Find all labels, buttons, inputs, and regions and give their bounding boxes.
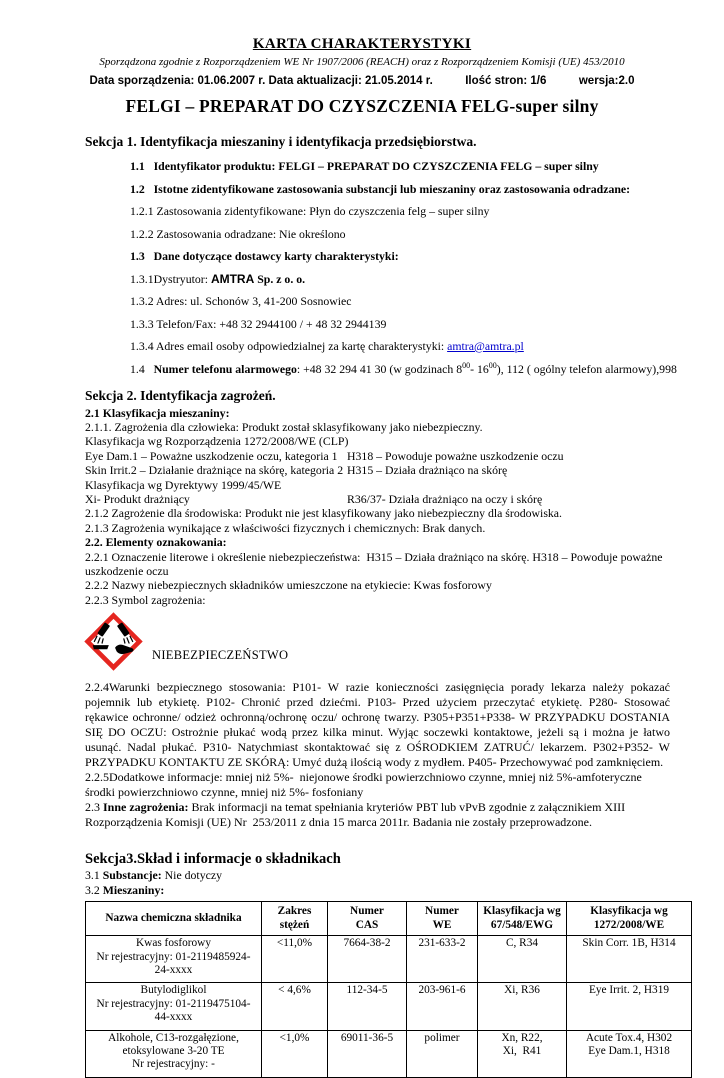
item-1-2-1: 1.2.1 Zastosowania zidentyfikowane: Płyn do czyszczenia felg – super silny	[130, 204, 490, 218]
paragraph-2-3-number: 2.3	[85, 800, 103, 815]
cell-class-67: Xi, R36	[478, 983, 567, 1030]
classification-line: Xn, R22,	[501, 1031, 543, 1044]
meta-dates: Data sporządzenia: 01.06.2007 r. Data aktualizacji: 21.05.2014 r.	[89, 75, 433, 87]
item-1-3-2: 1.3.2 Adres: ul. Schonów 3, 41-200 Sosnowiec	[130, 294, 352, 308]
line-3-2	[85, 883, 690, 898]
cell-we: 231-633-2	[407, 936, 478, 983]
line-3-2-number: 3.2	[85, 882, 103, 897]
cell-chemical-name	[86, 1030, 262, 1077]
line-2-1-1: 2.1.1. Zagrożenia dla człowieka: Produkt został sklasyfikowany jako niebezpieczny.	[85, 419, 483, 434]
hazard-pictogram-row	[85, 613, 690, 670]
table-row	[86, 983, 692, 1030]
cell-class-67: C, R34	[478, 936, 567, 983]
hazard-statement-h318: H318 – Powoduje poważne uszkodzenie oczu	[347, 448, 564, 463]
section3-heading: Sekcja3.Skład i informacje o składnikach	[85, 851, 341, 868]
distributor-brand: AMTRA	[210, 271, 255, 286]
col-header-class-67	[478, 902, 567, 936]
table-header-row	[86, 902, 692, 936]
cell-cas: 112-34-5	[328, 983, 407, 1030]
classification-line: Xi, R41	[502, 1045, 542, 1058]
cell-class-1272: Skin Corr. 1B, H314	[567, 936, 692, 983]
hazard-statement-h315: H315 – Działa drażniąco na skórę	[347, 463, 508, 478]
ghs05-corrosion-icon	[85, 613, 142, 670]
col-header-line: CAS	[355, 918, 379, 931]
hazard-class-xi: Xi- Produkt drażniący	[85, 491, 190, 506]
registration-number: Nr rejestracyjny: -	[132, 1058, 215, 1071]
item-1-3-1	[130, 273, 690, 286]
hazard-class-eye: Eye Dam.1 – Poważne uszkodzenie oczu, kategoria 1	[85, 448, 338, 463]
col-header-we	[407, 902, 478, 936]
col-header-class-1272	[567, 902, 692, 936]
chemical-name: Alkohole, C13-rozgałęzione,	[108, 1031, 239, 1044]
cell-concentration: < 4,6%	[262, 983, 328, 1030]
paragraph-2-2-4: 2.2.4Warunki bezpiecznego stosowania: P101- W razie konieczności zasięgnięcia porady lekarza należy pokazać pojemnik lub etykietę. P102- Chronić przed dziećmi. P103- Przed użyciem przeczytać etykietę. P280- Stosować rękawice ochronne/ odzież ochronną/ochronę oczu/ ochronę twarzy. P305+P351+P338- W PRZYPADKU DOSTANIA SIĘ DO OCZU: Ostrożnie płukać wodą przez kilka minut. Wyjąc soczewki kontaktowe, jeżeli są i można je łatwo usunąć. Nadal płukać. P310- Natychmiast skontaktować się z OŚRODKIEM ZATRUĆ/ lekarzem. P302+P352- W PRZYPADKU KONTAKTU ZE SKÓRĄ: Umyć dużą ilością wody z mydłem. P405- Przechowywać pod zamknięciem.	[85, 680, 670, 770]
substances-value: Nie dotyczy	[161, 868, 222, 883]
email-link[interactable]: amtra@amtra.pl	[447, 339, 524, 353]
table-row	[86, 936, 692, 983]
item-1-2: 1.2 Istotne zidentyfikowane zastosowania substancji lub mieszaniny oraz zastosowania odradzane:	[130, 181, 631, 196]
distributor-suffix: Sp. z o. o.	[254, 271, 306, 286]
section1-items	[130, 160, 690, 376]
mixtures-label: Mieszaniny:	[102, 882, 165, 897]
emergency-phone-part2: - 16	[470, 361, 489, 376]
hazard-class-skin: Skin Irrit.2 – Działanie drażniące na skórę, kategoria 2	[85, 463, 344, 478]
other-hazards-text: Brak informacji na temat spełniania kryteriów PBT lub vPvB zgodnie z załącznikiem XIII Rozporządzenia Komisji (UE) Nr 253/2011 z dnia 15 marca 2011r. Badania nie zostały przeprowadzone.	[85, 800, 626, 830]
col-header-line: 1272/2008/WE	[593, 918, 665, 931]
hazard-row-skin	[85, 463, 670, 477]
line-2-2-2: 2.2.2 Nazwy niebezpiecznych składników umieszczone na etykiecie: Kwas fosforowy	[85, 578, 492, 593]
col-header-line: Klasyfikacja wg	[590, 905, 668, 918]
col-header-line: 67/548/EWG	[490, 918, 554, 931]
cell-we: polimer	[407, 1030, 478, 1077]
meta-version: wersja:2.0	[578, 75, 635, 87]
registration-number: 24-xxxx	[154, 964, 193, 976]
registration-number: Nr rejestracyjny: 01-2119485924-	[96, 950, 251, 963]
cell-cas: 7664-38-2	[328, 936, 407, 983]
classification-line: Eye Dam.1, H318	[588, 1045, 670, 1058]
classification-line: Acute Tox.4, H302	[585, 1031, 673, 1044]
line-3-1	[85, 868, 690, 883]
email-label: 1.3.4 Adres email osoby odpowiedzialnej za kartę charakterystyki:	[130, 339, 448, 353]
hazard-row-xi	[85, 492, 670, 506]
meta-page-count: Ilość stron: 1/6	[465, 75, 547, 87]
registration-number: Nr rejestracyjny: 01-2119475104-	[96, 997, 251, 1010]
col-header-line: stężeń	[279, 918, 310, 931]
line-3-1-number: 3.1	[85, 868, 103, 883]
signal-word: NIEBEZPIECZEŃSTWO	[152, 648, 289, 663]
emergency-phone-part3: ), 112 ( ogólny telefon alarmowy),998	[496, 361, 677, 376]
col-header-line: Numer	[350, 905, 384, 918]
cell-concentration: <11,0%	[262, 936, 328, 983]
hours-superscript: 00	[488, 360, 497, 370]
registration-number: 44-xxxx	[154, 1011, 193, 1024]
item-1-2-2: 1.2.2 Zastosowania odradzane: Nie określono	[130, 226, 346, 241]
chemical-name: etoksylowane 3-20 TE	[122, 1045, 225, 1058]
chemical-name: Kwas fosforowy	[136, 937, 211, 950]
cell-class-67	[478, 1030, 567, 1077]
line-2-1: 2.1 Klasyfikacja mieszaniny:	[85, 405, 230, 420]
col-header-line: Klasyfikacja wg	[483, 905, 561, 918]
cell-we: 203-961-6	[407, 983, 478, 1030]
distributor-label: 1.3.1Dystryutor:	[130, 271, 211, 286]
document-body	[0, 134, 724, 1078]
emergency-phone-part1: : +48 32 294 41 30 (w godzinach 8	[296, 361, 463, 376]
section1-heading: Sekcja 1. Identyfikacja mieszaniny i identyfikacja przedsiębiorstwa.	[85, 134, 477, 149]
product-title: FELGI – PREPARAT DO CZYSZCZENIA FELG-super silny	[125, 96, 599, 116]
cell-chemical-name	[86, 983, 262, 1030]
document-header	[0, 36, 724, 117]
line-2-2-1: 2.2.1 Oznaczenie literowe i określenie niebezpieczeństwa: H315 – Działa drażniąco na skórę. H318 – Powoduje poważne uszkodzenie oczu	[85, 549, 663, 578]
other-hazards-label: Inne zagrożenia:	[103, 800, 189, 815]
col-header-concentration	[262, 902, 328, 936]
line-2-1-3: 2.1.3 Zagrożenia wynikające z właściwości fizycznych i chemicznych: Brak danych.	[85, 520, 486, 535]
col-header-line: Numer	[425, 905, 459, 918]
cell-chemical-name	[86, 936, 262, 983]
composition-table	[85, 901, 692, 1077]
item-1-3-4	[130, 340, 690, 353]
cell-class-1272: Eye Irrit. 2, H319	[567, 983, 692, 1030]
line-2-2: 2.2. Elementy oznakowania:	[85, 535, 227, 550]
cell-class-1272	[567, 1030, 692, 1077]
table-row	[86, 1030, 692, 1077]
hours-superscript: 00	[462, 360, 471, 370]
col-header-line: WE	[432, 918, 452, 931]
paragraph-2-2-5: 2.2.5Dodatkowe informacje: mniej niż 5%- niejonowe środki powierzchniowo czynne, mniej niż 5%-amfoteryczne środki powierzchniowo czynne, mniej niż 5%- fosfoniany	[85, 770, 642, 800]
emergency-phone-label: Numer telefonu alarmowego	[153, 361, 297, 376]
line-2-1-2: 2.1.2 Zagrożenie dla środowiska: Produkt nie jest klasyfikowany jako niebezpieczny dla środowiska.	[85, 506, 562, 521]
cell-cas: 69011-36-5	[328, 1030, 407, 1077]
line-clp: Klasyfikacja wg Rozporządzenia 1272/2008/WE (CLP)	[85, 434, 349, 449]
document-subtitle: Sporządzona zgodnie z Rozporządzeniem WE Nr 1907/2006 (REACH) oraz z Rozporządzeniem Komisji (UE) 453/2010	[99, 56, 625, 68]
paragraph-2-3	[85, 800, 670, 830]
section2-heading: Sekcja 2. Identyfikacja zagrożeń.	[85, 387, 276, 403]
document-title: KARTA CHARAKTERYSTYKI	[252, 36, 472, 52]
item-1-1: 1.1 Identyfikator produktu: FELGI – PREPARAT DO CZYSZCZENIA FELG – super silny	[130, 159, 599, 173]
col-header-name: Nazwa chemiczna składnika	[86, 902, 262, 936]
item-1-3-3: 1.3.3 Telefon/Fax: +48 32 2944100 / + 48 32 2944139	[130, 316, 387, 331]
line-dyrektywa: Klasyfikacja wg Dyrektywy 1999/45/WE	[85, 477, 282, 492]
substances-label: Substancje:	[102, 868, 162, 883]
item-1-3: 1.3 Dane dotyczące dostawcy karty charakterystyki:	[130, 249, 399, 263]
line-2-2-3: 2.2.3 Symbol zagrożenia:	[85, 592, 206, 607]
document-meta-row	[90, 75, 635, 87]
item-1-4	[130, 360, 690, 376]
col-header-cas	[328, 902, 407, 936]
item-1-4-number: 1.4	[130, 361, 154, 376]
col-header-line: Zakres	[277, 905, 312, 918]
chemical-name: Butylodiglikol	[140, 984, 207, 997]
hazard-row-eye	[85, 449, 670, 463]
cell-concentration: <1,0%	[262, 1030, 328, 1077]
hazard-statement-r3637: R36/37- Działa drażniąco na oczy i skórę	[347, 491, 543, 506]
